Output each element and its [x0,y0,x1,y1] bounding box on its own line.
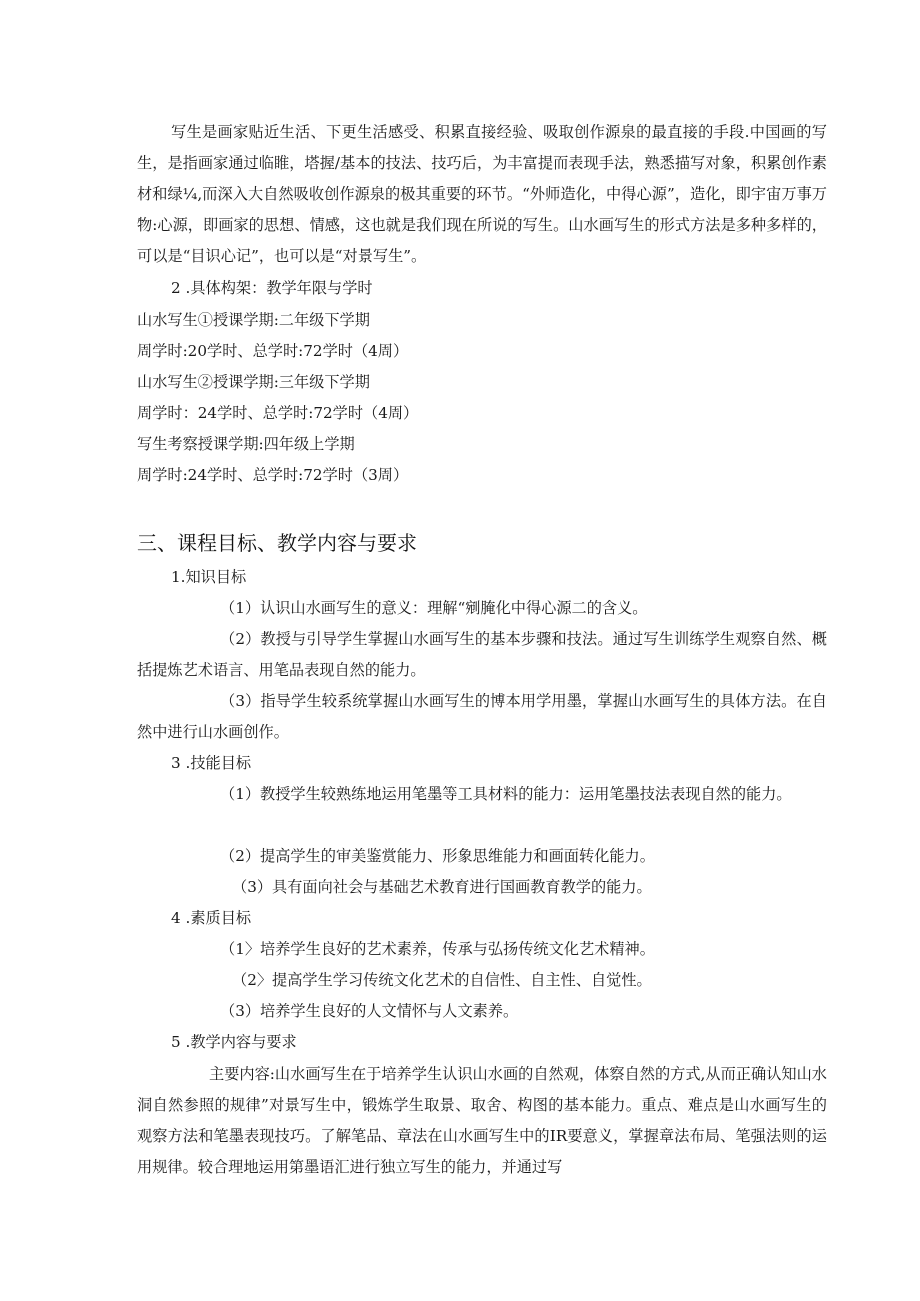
skills-heading: 3 .技能目标 [171,754,252,772]
skills-item: （1）教授学生较熟练地运用笔墨等工具材料的能力：运用笔墨技法表现自然的能力。 [220,785,792,803]
quality-item: （3）培养学生良好的人文情怀与人文素养。 [220,1002,519,1020]
framework-line: 写生考察授课学期:四年级上学期 [137,435,355,453]
quality-item: （2〉提高学生学习传统文化艺术的自信性、自主性、自觉性。 [232,971,652,989]
knowledge-item: （1）认识山水画写生的意义：理解“剜腌化中得心源二的含义。 [220,599,648,617]
framework-line: 山水写生①授课学期:二年级下学期 [137,311,370,329]
content-paragraph: 主要内容:山水画写生在于培养学生认识山水画的自然观，体察自然的方式,从而正确认知山水洞自然参照的规律”对景写生中，锻炼学生取景、取舍、构图的基本能力。重点、难点是山水画写生的观察方法和笔墨表现技巧。了解笔品、章法在山水画写生中的IR要意义，掌握章法布局、笔强法则的运用规律。较合理地运用第墨语汇进行独立写生的能力，并通过写 [137,1065,827,1176]
skills-item: （2）提高学生的审美鉴赏能力、形象思维能力和画面转化能力。 [220,847,655,865]
quality-item: （1〉培养学生良好的艺术素养，传承与弘扬传统文化艺术精神。 [220,940,655,958]
section-heading: 三、课程目标、教学内容与要求 [137,531,417,555]
knowledge-item: （2）教授与引导学生掌握山水画写生的基本步骤和技法。通过写生训练学生观察自然、概括提炼艺术语言、用笔品表现自然的能力。 [137,630,827,679]
quality-heading: 4 .素质目标 [171,909,252,927]
framework-line: 周学时:24学时、总学时:72学时（3周） [137,466,409,484]
content-heading: 5 .教学内容与要求 [171,1033,297,1051]
knowledge-heading: 1.知识目标 [171,568,247,586]
knowledge-item: （3）指导学生较系统掌握山水画写生的博本用学用墨，掌握山水画写生的具体方法。在自然中进行山水画创作。 [137,692,827,741]
framework-line: 周学时：24学时、总学时:72学时（4周） [137,404,419,422]
skills-item: （3）具有面向社会与基础艺术教育进行国画教育教学的能力。 [232,878,652,896]
framework-heading: 2 .具体构架：教学年限与学时 [171,279,373,297]
framework-line: 周学时:20学时、总学时:72学时（4周） [137,342,409,360]
intro-paragraph: 写生是画家贴近生活、下更生活感受、积累直接经验、吸取创作源泉的最直接的手段.中国画的写生，是指画家通过临睢，塔握/基本的技法、技巧后，为丰富提而表现手法，熟悉描写对象，积累创作素材和绿¼,而深入大自然吸收创作源泉的极其重要的环节。“外师造化，中得心源”，造化，即宇宙万事万物:心源，即画家的思想、情感，这也就是我们现在所说的写生。山水画写生的形式方法是多种多样的，可以是“目识心记”，也可以是“对景写生”。 [137,123,827,265]
framework-line: 山水写生②授课学期:三年级下学期 [137,373,370,391]
